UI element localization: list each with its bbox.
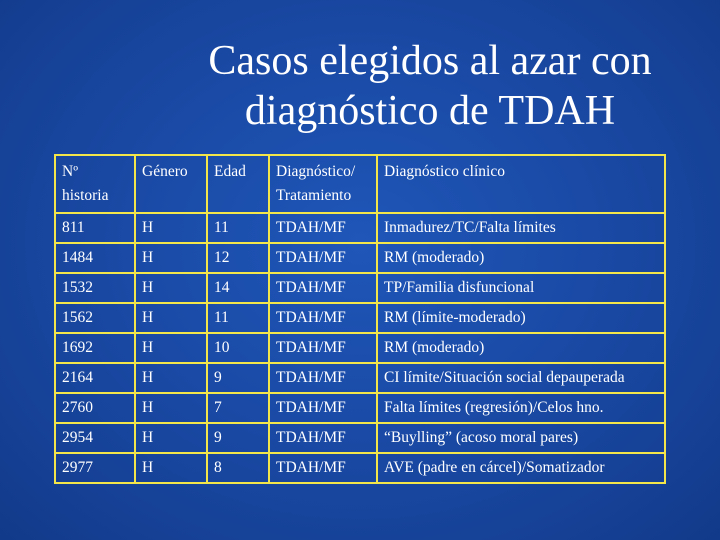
cell-edad: 11	[207, 213, 269, 243]
cell-diagnostico-tratamiento: TDAH/MF	[269, 333, 377, 363]
cell-diagnostico-tratamiento: TDAH/MF	[269, 243, 377, 273]
cell-diagnostico-tratamiento: TDAH/MF	[269, 213, 377, 243]
table-row	[55, 303, 665, 333]
table-row	[55, 333, 665, 363]
cell-historia: 1532	[55, 273, 135, 303]
cell-genero: H	[135, 363, 207, 393]
table-row	[55, 453, 665, 483]
cell-historia: 2760	[55, 393, 135, 423]
table-row	[55, 213, 665, 243]
cell-genero: H	[135, 213, 207, 243]
cell-diagnostico-clinico: Falta límites (regresión)/Celos hno.	[377, 393, 665, 423]
cell-edad: 8	[207, 453, 269, 483]
slide-title-line-2: diagnóstico de TDAH	[244, 88, 616, 134]
cell-historia: 2164	[55, 363, 135, 393]
cell-diagnostico-tratamiento: TDAH/MF	[269, 453, 377, 483]
table-row	[55, 273, 665, 303]
cell-genero: H	[135, 243, 207, 273]
table-row	[55, 423, 665, 453]
cell-edad: 9	[207, 423, 269, 453]
header-diagnostico-tratamiento-line-2: Tratamiento	[276, 187, 352, 204]
cell-diagnostico-clinico: RM (moderado)	[377, 243, 665, 273]
cell-edad: 7	[207, 393, 269, 423]
cell-edad: 9	[207, 363, 269, 393]
header-diagnostico-tratamiento-line-1: Diagnóstico/	[276, 163, 356, 180]
cell-diagnostico-clinico: RM (moderado)	[377, 333, 665, 363]
header-historia	[55, 155, 135, 213]
cell-diagnostico-clinico: “Buylling” (acoso moral pares)	[377, 423, 665, 453]
header-historia-line-2: historia	[62, 187, 109, 204]
cell-historia: 1562	[55, 303, 135, 333]
table-header-row	[55, 155, 665, 213]
cell-genero: H	[135, 303, 207, 333]
cell-diagnostico-clinico: CI límite/Situación social depauperada	[377, 363, 665, 393]
cell-edad: 12	[207, 243, 269, 273]
cell-genero: H	[135, 393, 207, 423]
cell-diagnostico-tratamiento: TDAH/MF	[269, 363, 377, 393]
slide-title-line-1: Casos elegidos al azar con	[208, 38, 652, 84]
table-row	[55, 243, 665, 273]
header-genero: Género	[135, 155, 207, 213]
cases-table	[54, 154, 666, 484]
cell-diagnostico-clinico: TP/Familia disfuncional	[377, 273, 665, 303]
cell-diagnostico-tratamiento: TDAH/MF	[269, 423, 377, 453]
cell-historia: 1692	[55, 333, 135, 363]
header-historia-line-1: Nº	[62, 163, 78, 180]
table-row	[55, 393, 665, 423]
cell-genero: H	[135, 453, 207, 483]
cell-edad: 10	[207, 333, 269, 363]
table-row	[55, 363, 665, 393]
cell-diagnostico-tratamiento: TDAH/MF	[269, 303, 377, 333]
cell-genero: H	[135, 333, 207, 363]
cell-edad: 14	[207, 273, 269, 303]
cell-historia: 2954	[55, 423, 135, 453]
cell-diagnostico-clinico: RM (límite-moderado)	[377, 303, 665, 333]
cell-diagnostico-tratamiento: TDAH/MF	[269, 393, 377, 423]
cell-historia: 2977	[55, 453, 135, 483]
cell-diagnostico-tratamiento: TDAH/MF	[269, 273, 377, 303]
cell-historia: 1484	[55, 243, 135, 273]
header-edad: Edad	[207, 155, 269, 213]
header-diagnostico-clinico: Diagnóstico clínico	[377, 155, 665, 213]
cell-historia: 811	[55, 213, 135, 243]
slide-title	[150, 36, 710, 136]
cell-edad: 11	[207, 303, 269, 333]
cell-genero: H	[135, 273, 207, 303]
header-diagnostico-tratamiento	[269, 155, 377, 213]
cell-diagnostico-clinico: AVE (padre en cárcel)/Somatizador	[377, 453, 665, 483]
cell-genero: H	[135, 423, 207, 453]
cell-diagnostico-clinico: Inmadurez/TC/Falta límites	[377, 213, 665, 243]
